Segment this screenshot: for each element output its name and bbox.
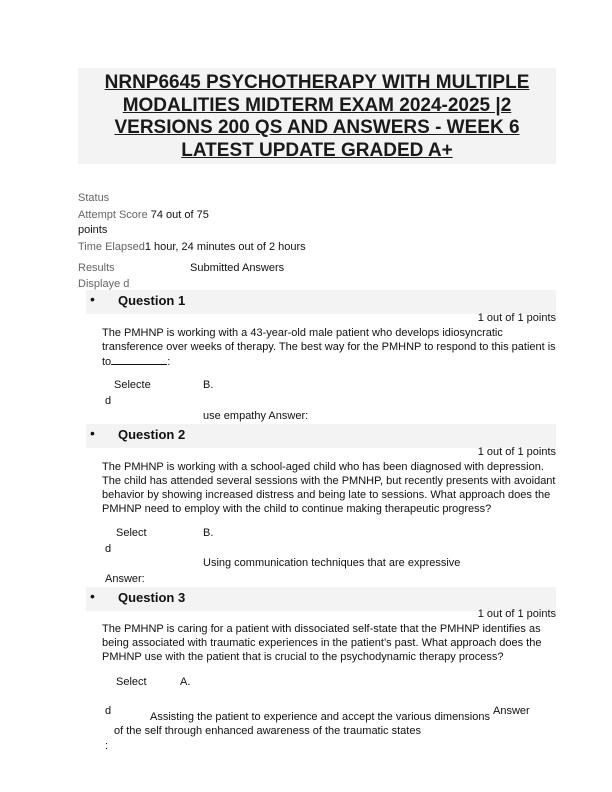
question-points: 1 out of 1 points [477,608,556,620]
question-points: 1 out of 1 points [477,446,556,458]
attempt-score-value: 74 out of 75 [150,209,209,221]
answer-label: Answer [493,705,530,717]
selected-answer: Assisting the patient to experience and accept the various dimensions [150,711,490,723]
results-label: Results [78,262,115,274]
question-text: The PMHNP is working with a school-aged child who has been diagnosed with depression. The child has attended several sessions with the PMNHP, but recently presents with avoidant behavior by showing increased distress and being late to sessions. What approach does the PMHNP need to employ with the child to continue making therapeutic progress? [102,461,556,515]
question-points: 1 out of 1 points [477,312,556,324]
time-elapsed-value: 1 hour, 24 minutes out of 2 hours [144,241,306,253]
question-title: Question 3 [118,590,186,605]
bullet: • [90,425,95,441]
attempt-score-value-cont: points [78,224,108,236]
results-value: Submitted Answers [190,262,285,274]
question-title: Question 2 [118,427,186,442]
option-letter: B. [203,527,214,539]
answer-label: Answer: [105,573,145,585]
attempt-score-label: Attempt Score [78,209,148,221]
status-label: Status [78,192,110,204]
question-text-end: : [167,356,171,368]
question-title: Question 1 [118,293,186,308]
document-title: NRNP6645 PSYCHOTHERAPY WITH MULTIPLE MODALITIES MIDTERM EXAM 2024-2025 |2 VERSIONS 200 QS AND ANSWERS - WEEK 6 LATEST UPDATE GRADED A+ [104,72,530,161]
bullet: • [90,291,95,307]
question-text [102,326,557,369]
time-elapsed-row [78,241,306,253]
answer-colon: : [105,740,109,752]
blank-line [111,354,167,365]
displayed-label: Displaye d [78,278,130,290]
option-letter: B. [203,379,214,391]
selected-answer-cont: of the self through enhanced awareness of the traumatic states [114,725,421,737]
question-header [86,290,556,314]
time-elapsed-label: Time Elapsed [78,241,145,253]
selected-answer: Using communication techniques that are expressive [203,557,461,569]
question-text-body: The PMHNP is working with a 43-year-old male patient who develops idiosyncratic transference over weeks of therapy. The best way for the PMHNP to respond to this patient is to [102,327,556,368]
selected-label: Select [116,676,147,688]
title-box [78,68,556,164]
selected-label: Selecte [114,379,151,391]
question-header [86,424,556,448]
selected-label-cont: d [105,705,112,717]
attempt-score-row [78,209,209,221]
selected-label: Select [116,527,147,539]
option-letter: A. [180,676,191,688]
selected-answer: use empathy Answer: [203,410,309,422]
question-text: The PMHNP is caring for a patient with dissociated self-state that the PMHNP identifies as being associated with traumatic experiences in the patient’s past. What approach does the PMHNP use with the patient that is crucial to the psychodynamic therapy process? [102,623,542,663]
selected-label-cont: d [105,543,112,555]
selected-label-cont: d [105,395,112,407]
bullet: • [90,588,95,604]
